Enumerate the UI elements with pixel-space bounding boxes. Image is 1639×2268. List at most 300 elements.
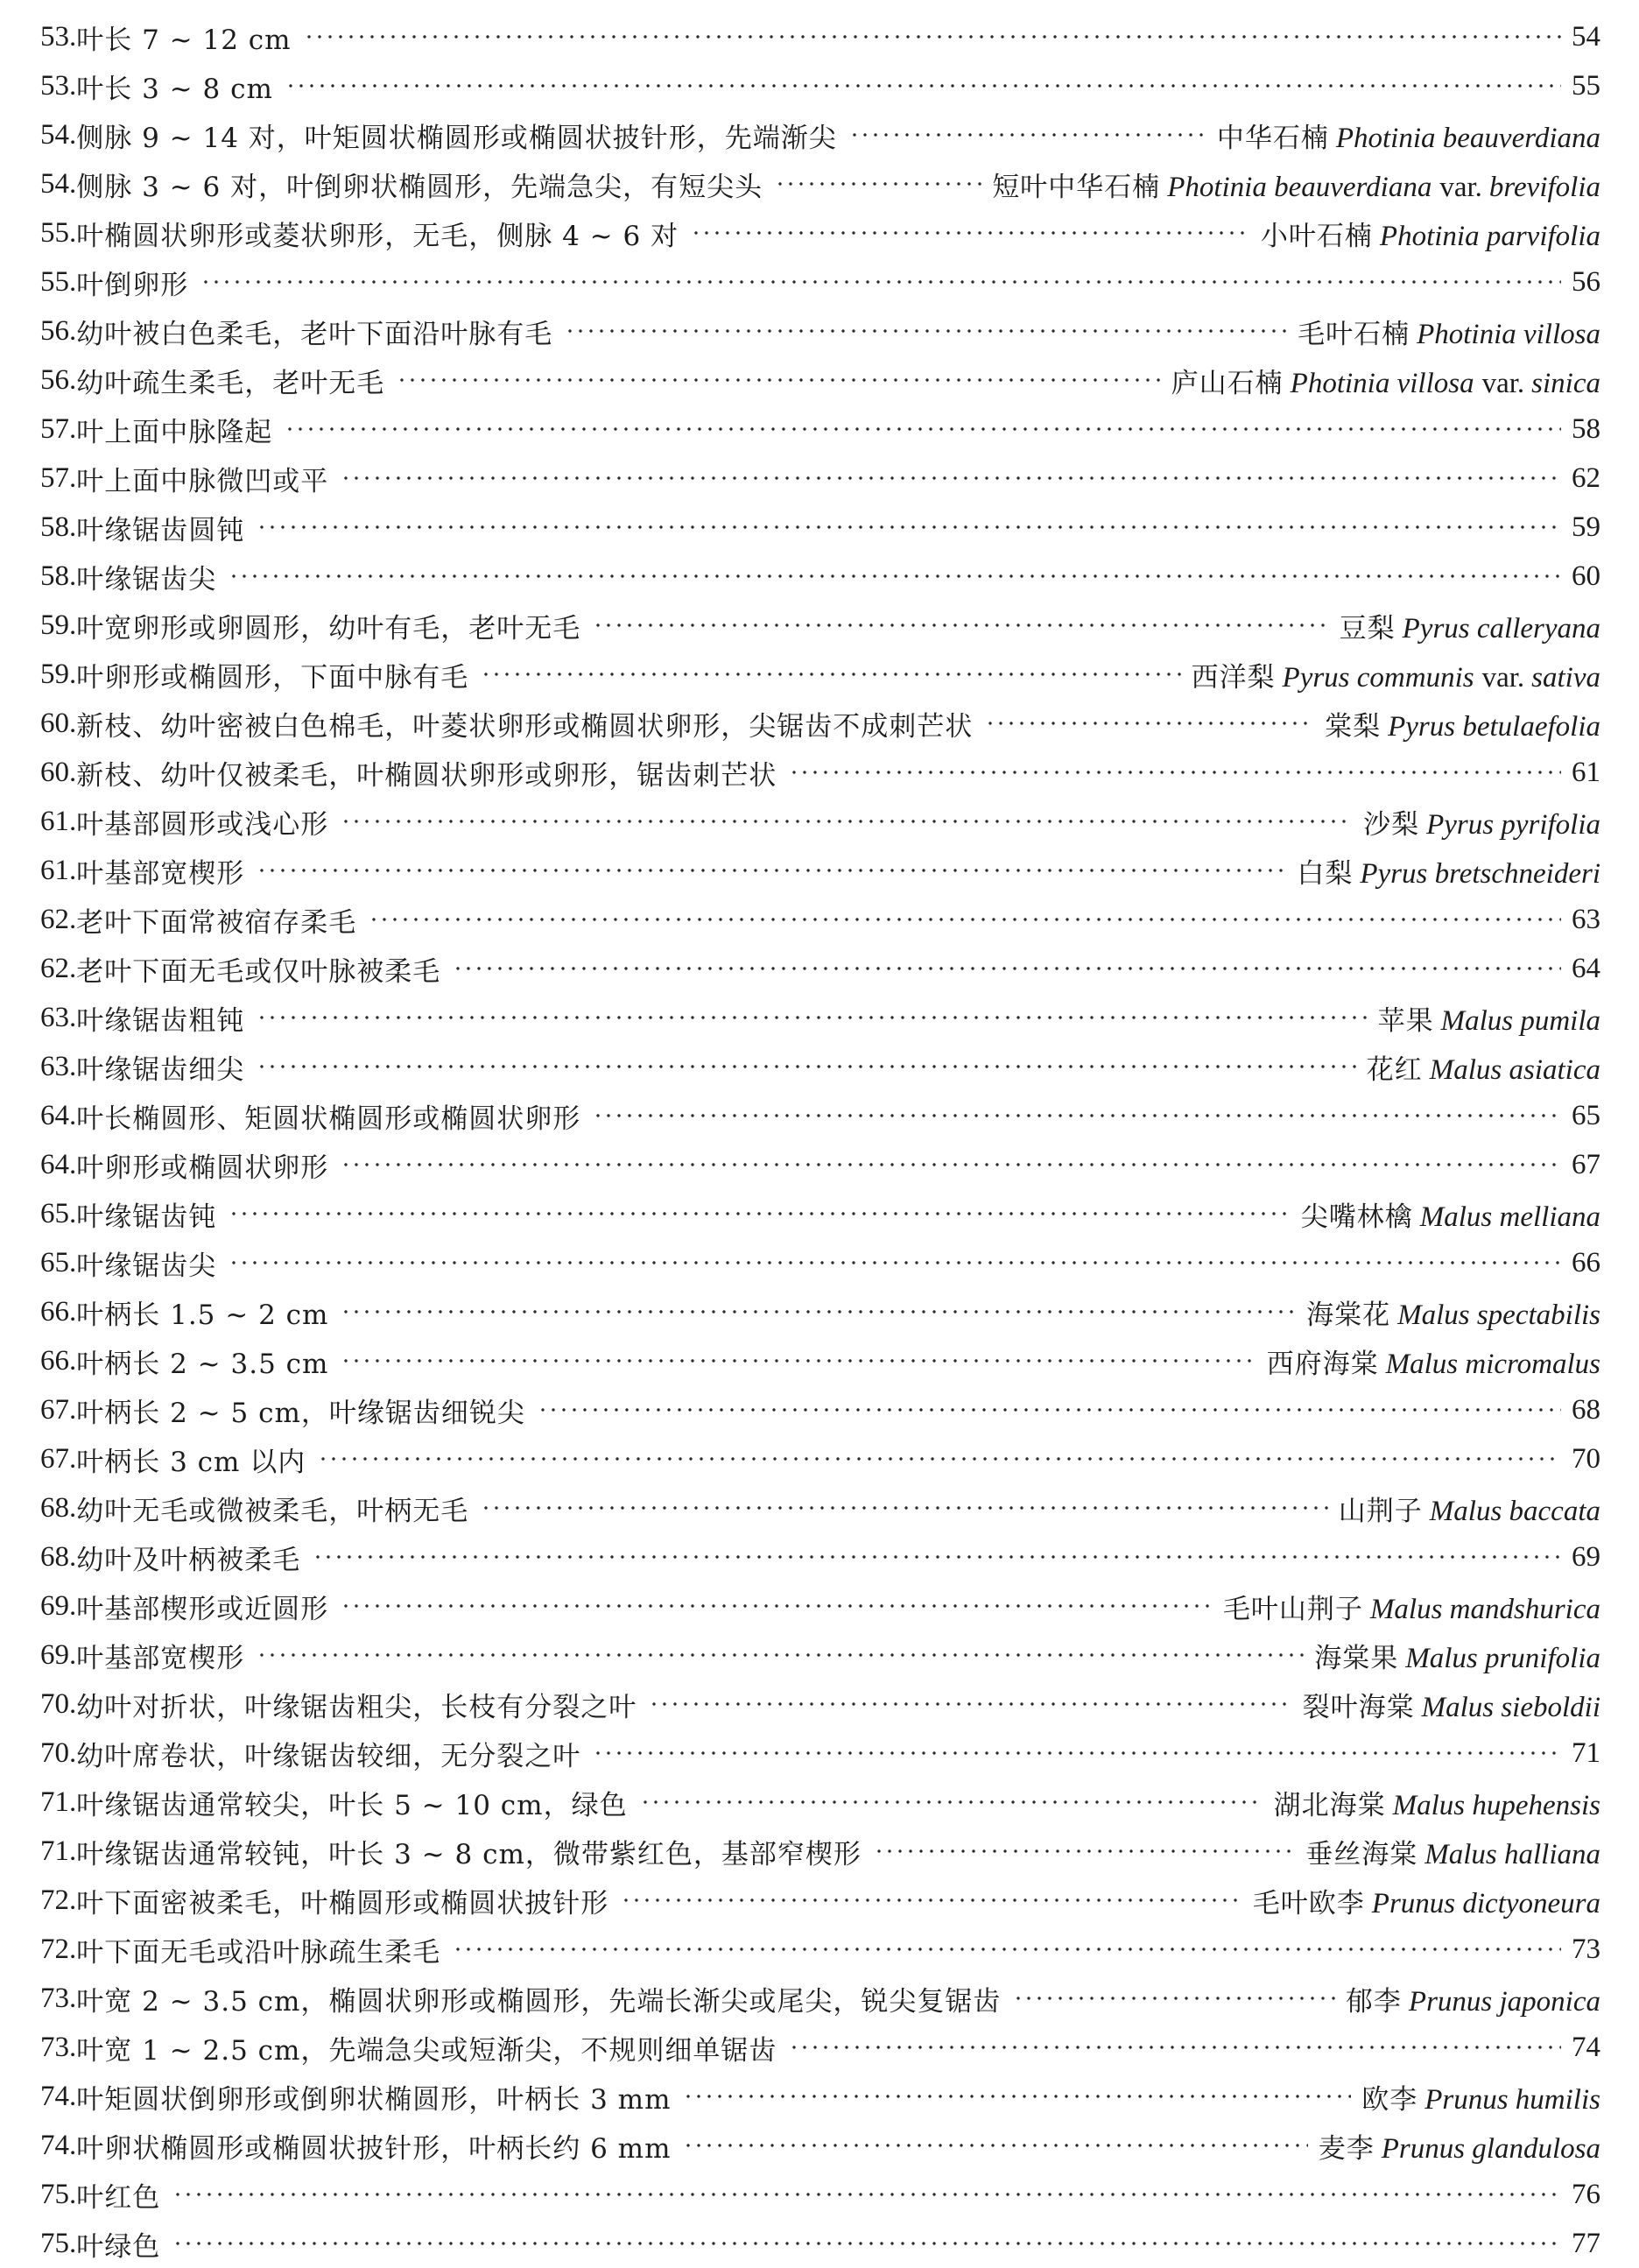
species-latin-name: Pyrus calleryana: [1402, 612, 1600, 644]
couplet-reference: 64: [1572, 952, 1600, 984]
key-entry: [40, 1434, 1600, 1483]
key-entry: [40, 993, 1600, 1042]
dot-leader: [229, 572, 1561, 581]
species-latin-name: Photinia villosa: [1290, 367, 1474, 399]
key-entry-description: 叶柄长 2 ~ 5 cm，叶缘锯齿细锐尖: [76, 1397, 525, 1429]
key-entry-result: [1572, 1933, 1600, 1966]
key-entry-number: 61.: [40, 854, 77, 886]
key-entry-result: [1223, 1587, 1600, 1626]
species-chinese-name: 白梨: [1297, 857, 1354, 890]
species-chinese-name: 海棠果: [1314, 1642, 1399, 1674]
dot-leader: [985, 719, 1314, 728]
key-entry-result: [1346, 1979, 1600, 2018]
key-entry-number: 67.: [40, 1393, 77, 1426]
key-entry-description: 叶基部宽楔形: [76, 857, 245, 890]
key-entry: [40, 1385, 1600, 1434]
key-entry: [40, 2072, 1600, 2121]
dot-leader: [789, 2043, 1561, 2052]
dot-leader: [849, 130, 1206, 139]
key-entry-result: [992, 165, 1600, 204]
key-entry-result: [1572, 21, 1600, 53]
species-chinese-name: 西洋梨: [1191, 661, 1276, 694]
dot-leader: [481, 1504, 1328, 1512]
key-entry: [40, 12, 1600, 61]
key-entry-number: 56.: [40, 363, 77, 396]
key-entry-result: [1572, 1737, 1600, 1770]
species-chinese-name: 尖嘴林檎: [1300, 1201, 1413, 1233]
species-chinese-name: 麦李: [1318, 2132, 1375, 2165]
species-chinese-name: 海棠花: [1306, 1299, 1391, 1331]
dot-leader: [775, 180, 981, 188]
key-entry: [40, 2023, 1600, 2072]
key-entry-result: [1325, 704, 1600, 743]
key-entry-description: 叶卵形或椭圆形，下面中脉有毛: [76, 661, 469, 694]
dot-leader: [683, 2141, 1307, 2150]
key-entry-description: 叶柄长 2 ~ 3.5 cm: [76, 1348, 329, 1380]
species-chinese-name: 垂丝海棠: [1305, 1838, 1418, 1870]
dot-leader: [481, 670, 1180, 679]
species-latin-name: Malus asiatica: [1429, 1053, 1600, 1086]
taxon-rank: var.: [1481, 367, 1525, 399]
key-entry-result: [1340, 606, 1600, 645]
key-entry-number: 74.: [40, 2080, 77, 2112]
key-entry-description: 叶缘锯齿通常较尖，叶长 5 ~ 10 cm，绿色: [76, 1789, 628, 1821]
key-entry-result: [1572, 511, 1600, 544]
key-entry: [40, 257, 1600, 306]
species-chinese-name: 裂叶海棠: [1302, 1691, 1415, 1723]
key-entry-number: 64.: [40, 1148, 77, 1180]
key-entry: [40, 1042, 1600, 1091]
key-entry-result: [1253, 1881, 1600, 1920]
key-entry-number: 58.: [40, 560, 77, 592]
species-latin-name: Pyrus pyrifolia: [1426, 808, 1600, 841]
key-entry-description: 叶基部楔形或近圆形: [76, 1593, 329, 1625]
couplet-reference: 62: [1572, 461, 1600, 494]
infraspecific-epithet: sativa: [1531, 661, 1600, 694]
dot-leader: [229, 1209, 1291, 1218]
species-latin-name: Pyrus communis: [1282, 661, 1474, 694]
key-entry: [40, 699, 1600, 748]
key-entry: [40, 1974, 1600, 2023]
key-entry-description: 叶缘锯齿尖: [76, 563, 217, 595]
key-entry-result: [1305, 1832, 1600, 1871]
key-entry-result: [1306, 1292, 1600, 1332]
infraspecific-epithet: sinica: [1531, 367, 1600, 399]
species-chinese-name: 棠梨: [1325, 710, 1382, 743]
couplet-reference: 66: [1572, 1246, 1600, 1278]
key-entry: [40, 797, 1600, 846]
key-entry-result: [1572, 953, 1600, 985]
key-entry-description: 侧脉 9 ~ 14 对，叶矩圆状椭圆形或椭圆状披针形，先端渐尖: [76, 122, 837, 154]
key-entry-description: 叶宽 2 ~ 3.5 cm，椭圆状卵形或椭圆形，先端长渐尖或尾尖，锐尖复锯齿: [76, 1985, 1002, 2018]
dot-leader: [285, 81, 1561, 90]
key-entry-number: 66.: [40, 1344, 77, 1377]
dot-leader: [683, 2092, 1351, 2101]
key-entry: [40, 1336, 1600, 1385]
key-entry-description: 叶绿色: [76, 2230, 161, 2263]
dot-leader: [538, 1405, 1561, 1414]
species-latin-name: Pyrus betulaefolia: [1388, 710, 1600, 743]
key-entry-number: 63.: [40, 1001, 77, 1033]
key-entry-description: 幼叶席卷状，叶缘锯齿较细，无分裂之叶: [76, 1740, 581, 1772]
key-entry-result: [1319, 2126, 1600, 2166]
dot-leader: [341, 1356, 1256, 1365]
key-entry: [40, 1778, 1600, 1827]
key-entry: [40, 159, 1600, 208]
key-entry-result: [1572, 1149, 1600, 1181]
species-chinese-name: 湖北海棠: [1273, 1789, 1386, 1821]
key-entry-description: 叶宽卵形或卵圆形，幼叶有毛，老叶无毛: [76, 612, 581, 644]
dot-leader: [257, 523, 1561, 532]
key-entry: [40, 1238, 1600, 1287]
key-entry-description: 叶柄长 1.5 ~ 2 cm: [76, 1299, 329, 1331]
key-entry-description: 叶椭圆状卵形或菱状卵形，无毛，侧脉 4 ~ 6 对: [76, 220, 679, 252]
dot-leader: [257, 1013, 1367, 1022]
dot-leader: [874, 1847, 1295, 1856]
key-entry-description: 叶基部宽楔形: [76, 1642, 245, 1674]
key-entry-number: 73.: [40, 1982, 77, 2014]
key-entry-number: 55.: [40, 216, 77, 249]
key-entry-result: [1572, 266, 1600, 299]
key-entry-number: 53.: [40, 20, 77, 53]
key-entry-description: 叶卵状椭圆形或椭圆状披针形，叶柄长约 6 mm: [76, 2132, 672, 2165]
couplet-reference: 77: [1572, 2227, 1600, 2259]
key-entry: [40, 1581, 1600, 1631]
key-entry: [40, 895, 1600, 944]
key-entry-number: 60.: [40, 756, 77, 788]
species-latin-name: Pyrus bretschneideri: [1360, 857, 1600, 890]
key-entry-description: 侧脉 3 ~ 6 对，叶倒卵状椭圆形，先端急尖，有短尖头: [76, 171, 763, 203]
species-latin-name: Prunus glandulosa: [1381, 2132, 1600, 2165]
dot-leader: [369, 915, 1561, 924]
couplet-reference: 71: [1572, 1736, 1600, 1769]
couplet-reference: 56: [1572, 265, 1600, 298]
key-entry-description: 新枝、幼叶密被白色棉毛，叶菱状卵形或椭圆状卵形，尖锯齿不成刺芒状: [76, 710, 974, 743]
key-entry-result: [1267, 1342, 1600, 1381]
key-entry-number: 63.: [40, 1050, 77, 1082]
dot-leader: [341, 1160, 1561, 1169]
dot-leader: [304, 32, 1561, 41]
couplet-reference: 55: [1572, 69, 1600, 102]
key-entry-description: 叶红色: [76, 2181, 161, 2214]
species-latin-name: Photinia parvifolia: [1379, 220, 1600, 252]
key-entry-number: 59.: [40, 609, 77, 641]
key-entry-result: [1572, 1541, 1600, 1574]
key-entry: [40, 110, 1600, 159]
species-latin-name: Photinia beauverdiana: [1335, 122, 1600, 154]
dot-leader: [172, 2190, 1561, 2199]
couplet-reference: 61: [1572, 756, 1600, 788]
key-entry-description: 叶下面密被柔毛，叶椭圆形或椭圆状披针形: [76, 1887, 609, 1919]
dot-leader: [397, 376, 1160, 384]
key-entry-number: 75.: [40, 2178, 77, 2210]
key-entry: [40, 1189, 1600, 1238]
key-entry: [40, 846, 1600, 895]
key-entry: [40, 944, 1600, 993]
key-entry-number: 61.: [40, 805, 77, 837]
species-latin-name: Photinia villosa: [1417, 318, 1600, 350]
key-entry: [40, 306, 1600, 356]
taxon-rank: var.: [1481, 661, 1525, 694]
key-entry-description: 叶下面无毛或沿叶脉疏生柔毛: [76, 1936, 441, 1969]
species-latin-name: Malus spectabilis: [1397, 1299, 1600, 1331]
key-entry-number: 68.: [40, 1491, 77, 1524]
key-entry-description: 叶缘锯齿通常较钝，叶长 3 ~ 8 cm，微带紫红色，基部窄楔形: [76, 1838, 862, 1870]
key-entry-result: [1301, 1194, 1600, 1234]
key-entry-description: 叶上面中脉隆起: [76, 416, 273, 448]
key-entry: [40, 1631, 1600, 1680]
dot-leader: [341, 1307, 1296, 1316]
key-entry: [40, 61, 1600, 110]
species-chinese-name: 西府海棠: [1266, 1348, 1379, 1380]
key-entry: [40, 1140, 1600, 1189]
key-entry-description: 叶缘锯齿细尖: [76, 1053, 245, 1086]
dot-leader: [649, 1700, 1291, 1708]
key-entry-description: 叶长椭圆形、矩圆状椭圆形或椭圆状卵形: [76, 1102, 581, 1135]
species-chinese-name: 小叶石楠: [1260, 220, 1373, 252]
key-entry: [40, 208, 1600, 257]
key-entry-result: [1572, 1394, 1600, 1426]
dot-leader: [593, 621, 1328, 630]
key-entry-description: 叶卵形或椭圆状卵形: [76, 1152, 329, 1184]
key-entry: [40, 748, 1600, 797]
key-entry-description: 幼叶被白色柔毛，老叶下面沿叶脉有毛: [76, 318, 553, 350]
key-entry-description: 幼叶及叶柄被柔毛: [76, 1544, 301, 1576]
key-entry-description: 幼叶对折状，叶缘锯齿粗尖，长枝有分裂之叶: [76, 1691, 637, 1723]
species-latin-name: Malus baccata: [1429, 1495, 1600, 1527]
species-latin-name: Malus prunifolia: [1405, 1642, 1600, 1674]
key-entry-result: [1274, 1783, 1600, 1822]
key-entry-description: 幼叶疏生柔毛，老叶无毛: [76, 367, 385, 399]
key-entry-number: 68.: [40, 1540, 77, 1573]
species-chinese-name: 欧李: [1361, 2083, 1418, 2116]
species-chinese-name: 庐山石楠: [1171, 367, 1284, 399]
key-entry: [40, 454, 1600, 503]
dot-leader: [285, 425, 1561, 433]
species-chinese-name: 郁李: [1345, 1985, 1402, 2018]
key-entry: [40, 1680, 1600, 1729]
key-entry-result: [1378, 998, 1600, 1038]
dot-leader: [640, 1798, 1263, 1807]
species-latin-name: Malus pumila: [1440, 1004, 1600, 1037]
key-entry-result: [1572, 2032, 1600, 2064]
species-chinese-name: 豆梨: [1339, 612, 1396, 644]
dot-leader: [229, 1258, 1561, 1267]
key-entry-result: [1367, 1047, 1600, 1087]
key-entry-result: [1171, 361, 1600, 400]
key-entry: [40, 1532, 1600, 1581]
key-entry-number: 60.: [40, 707, 77, 739]
key-entry-description: 幼叶无毛或微被柔毛，叶柄无毛: [76, 1495, 469, 1527]
couplet-reference: 60: [1572, 560, 1600, 592]
key-entry-description: 叶基部圆形或浅心形: [76, 808, 329, 841]
key-entry: [40, 356, 1600, 405]
key-entry-description: 老叶下面无毛或仅叶脉被柔毛: [76, 955, 441, 988]
key-entry-number: 53.: [40, 69, 77, 102]
key-entry: [40, 1827, 1600, 1876]
key-entry-result: [1314, 1636, 1600, 1675]
key-entry-result: [1572, 904, 1600, 936]
species-chinese-name: 沙梨: [1363, 808, 1420, 841]
key-entry-number: 58.: [40, 511, 77, 543]
key-entry-number: 72.: [40, 1933, 77, 1965]
key-entry-result: [1297, 851, 1600, 891]
species-latin-name: Prunus dictyoneura: [1371, 1887, 1600, 1919]
key-entry-result: [1572, 1443, 1600, 1476]
key-entry-description: 叶矩圆状倒卵形或倒卵状椭圆形，叶柄长 3 mm: [76, 2083, 672, 2116]
key-entry-number: 70.: [40, 1687, 77, 1720]
key-entry-result: [1339, 1489, 1600, 1528]
key-entry-result: [1572, 70, 1600, 102]
dot-leader: [789, 768, 1561, 777]
species-chinese-name: 毛叶欧李: [1252, 1887, 1365, 1919]
key-entry-number: 54.: [40, 167, 77, 200]
key-entry-number: 69.: [40, 1638, 77, 1671]
key-entry-number: 66.: [40, 1295, 77, 1328]
key-entry-description: 叶倒卵形: [76, 269, 189, 301]
key-entry-number: 62.: [40, 952, 77, 984]
key-entry: [40, 2219, 1600, 2268]
species-chinese-name: 花红: [1366, 1053, 1423, 1086]
dot-leader: [453, 1945, 1561, 1954]
dot-leader: [318, 1454, 1561, 1463]
key-entry-result: [1572, 1100, 1600, 1132]
species-chinese-name: 山荆子: [1338, 1495, 1423, 1527]
key-entry-number: 65.: [40, 1246, 77, 1278]
key-entry-number: 64.: [40, 1099, 77, 1131]
species-chinese-name: 中华石楠: [1216, 122, 1329, 154]
key-entry-number: 57.: [40, 461, 77, 494]
key-entry-number: 62.: [40, 903, 77, 935]
key-entry: [40, 1729, 1600, 1778]
dot-leader: [313, 1553, 1561, 1561]
key-entry-result: [1298, 312, 1600, 351]
couplet-reference: 58: [1572, 412, 1600, 445]
key-entry-number: 71.: [40, 1786, 77, 1818]
key-entry-number: 59.: [40, 658, 77, 690]
key-entry-number: 73.: [40, 2031, 77, 2063]
dot-leader: [593, 1111, 1561, 1120]
key-entry: [40, 2170, 1600, 2219]
key-entry-description: 叶柄长 3 cm 以内: [76, 1446, 306, 1478]
dot-leader: [257, 866, 1286, 875]
species-latin-name: Malus micromalus: [1385, 1348, 1600, 1380]
key-entry-number: 69.: [40, 1589, 77, 1622]
dot-leader: [1013, 1994, 1335, 2003]
species-chinese-name: 苹果: [1377, 1004, 1434, 1037]
key-entry: [40, 1287, 1600, 1336]
couplet-reference: 69: [1572, 1540, 1600, 1573]
species-chinese-name: 毛叶石楠: [1298, 318, 1410, 350]
key-entry-result: [1572, 1247, 1600, 1279]
species-latin-name: Prunus humilis: [1424, 2083, 1600, 2116]
key-entry-number: 75.: [40, 2227, 77, 2259]
key-entry-number: 56.: [40, 314, 77, 347]
key-entry-description: 叶缘锯齿圆钝: [76, 514, 245, 546]
dot-leader: [565, 327, 1287, 335]
dot-leader: [691, 229, 1250, 237]
key-entry-number: 55.: [40, 265, 77, 298]
species-latin-name: Malus melliana: [1419, 1201, 1600, 1233]
key-entry-result: [1572, 413, 1600, 446]
key-entry-result: [1217, 116, 1600, 155]
key-entry-number: 65.: [40, 1197, 77, 1229]
key-entry-number: 71.: [40, 1835, 77, 1867]
key-entry-result: [1361, 2077, 1600, 2117]
dot-leader: [200, 278, 1561, 286]
couplet-reference: 54: [1572, 20, 1600, 53]
couplet-reference: 73: [1572, 1933, 1600, 1965]
infraspecific-epithet: brevifolia: [1488, 171, 1600, 203]
key-entry-description: 叶长 3 ~ 8 cm: [76, 73, 273, 105]
key-entry: [40, 650, 1600, 699]
couplet-reference: 59: [1572, 511, 1600, 543]
key-entry-number: 72.: [40, 1884, 77, 1916]
dot-leader: [341, 1602, 1213, 1610]
key-entry: [40, 552, 1600, 601]
species-latin-name: Malus sieboldii: [1421, 1691, 1600, 1723]
species-latin-name: Malus hupehensis: [1392, 1789, 1600, 1821]
key-entry: [40, 1876, 1600, 1925]
dot-leader: [257, 1651, 1304, 1659]
key-entry-description: 叶缘锯齿尖: [76, 1250, 217, 1282]
key-entry: [40, 1483, 1600, 1532]
key-entry-result: [1192, 655, 1600, 694]
key-entry-description: 叶宽 1 ~ 2.5 cm，先端急尖或短渐尖，不规则细单锯齿: [76, 2034, 777, 2067]
key-entry-result: [1572, 462, 1600, 495]
key-entry-description: 老叶下面常被宿存柔毛: [76, 906, 357, 939]
key-entry: [40, 2121, 1600, 2170]
species-chinese-name: 毛叶山荆子: [1222, 1593, 1363, 1625]
couplet-reference: 74: [1572, 2031, 1600, 2063]
species-latin-name: Malus halliana: [1424, 1838, 1600, 1870]
dot-leader: [453, 964, 1561, 973]
key-entry-result: [1261, 214, 1600, 253]
key-entry-result: [1303, 1685, 1600, 1724]
couplet-reference: 65: [1572, 1099, 1600, 1131]
species-latin-name: Photinia beauverdiana: [1167, 171, 1432, 203]
key-entry: [40, 1091, 1600, 1140]
key-entry-number: 57.: [40, 412, 77, 445]
species-latin-name: Malus mandshurica: [1369, 1593, 1600, 1625]
key-entry-result: [1572, 2228, 1600, 2260]
key-entry-description: 叶长 7 ~ 12 cm: [76, 24, 292, 56]
key-entry-number: 74.: [40, 2129, 77, 2161]
key-entry-number: 54.: [40, 118, 77, 151]
couplet-reference: 70: [1572, 1442, 1600, 1475]
key-entry-result: [1363, 802, 1600, 842]
dot-leader: [172, 2239, 1561, 2248]
key-entry: [40, 601, 1600, 650]
key-entry-description: 叶缘锯齿粗钝: [76, 1004, 245, 1037]
dot-leader: [593, 1749, 1561, 1757]
key-entry-number: 70.: [40, 1736, 77, 1769]
dot-leader: [257, 1062, 1356, 1071]
identification-key: [40, 12, 1600, 2268]
species-chinese-name: 短叶中华石楠: [992, 171, 1161, 203]
key-entry-result: [1572, 757, 1600, 789]
species-latin-name: Prunus japonica: [1408, 1985, 1600, 2018]
key-entry-result: [1572, 560, 1600, 593]
dot-leader: [621, 1896, 1242, 1905]
key-entry: [40, 405, 1600, 454]
key-entry-description: 叶缘锯齿钝: [76, 1201, 217, 1233]
key-entry-description: 新枝、幼叶仅被柔毛，叶椭圆状卵形或卵形，锯齿刺芒状: [76, 759, 777, 792]
dot-leader: [341, 474, 1561, 482]
couplet-reference: 63: [1572, 903, 1600, 935]
couplet-reference: 68: [1572, 1393, 1600, 1426]
couplet-reference: 76: [1572, 2178, 1600, 2210]
